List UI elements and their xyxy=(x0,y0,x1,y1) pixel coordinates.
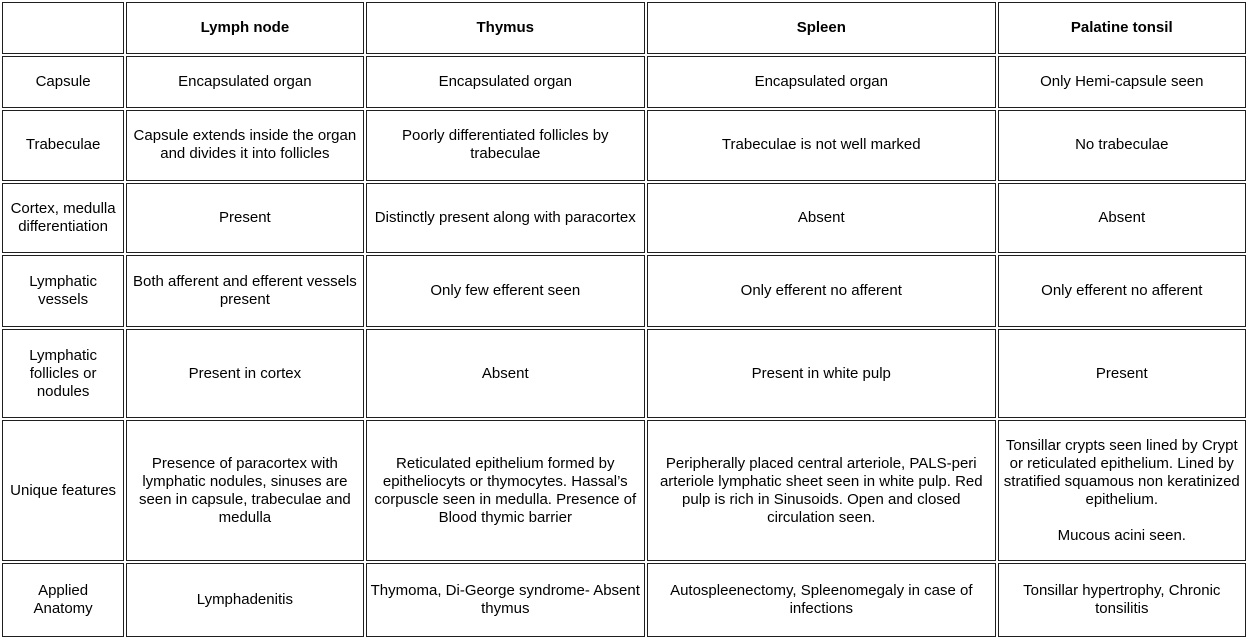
cell-lymph-node: Both afferent and efferent vessels present xyxy=(126,255,363,327)
row-unique-features xyxy=(2,420,1246,561)
cell-lymph-node: Present in cortex xyxy=(126,329,363,419)
cell-palatine-tonsil: Absent xyxy=(998,183,1246,253)
row-label: Lymphatic follicles or nodules xyxy=(2,329,124,419)
cell-spleen: Trabeculae is not well marked xyxy=(647,110,996,180)
cell-thymus: Encapsulated organ xyxy=(366,56,645,108)
header-spleen: Spleen xyxy=(647,2,996,54)
cell-lymph-node: Presence of paracortex with lymphatic nodules, sinuses are seen in capsule, trabeculae and medulla xyxy=(126,420,363,561)
cell-spleen: Peripherally placed central arteriole, PALS-peri arteriole lymphatic sheet seen in white pulp. Red pulp is rich in Sinusoids. Open and closed circulation seen. xyxy=(647,420,996,561)
cell-thymus: Distinctly present along with paracortex xyxy=(366,183,645,253)
cell-palatine-tonsil: Tonsillar hypertrophy, Chronic tonsilitis xyxy=(998,563,1246,637)
cell-thymus: Absent xyxy=(366,329,645,419)
cell-spleen: Encapsulated organ xyxy=(647,56,996,108)
cell-spleen: Only efferent no afferent xyxy=(647,255,996,327)
row-label: Trabeculae xyxy=(2,110,124,180)
cell-lymph-node: Lymphadenitis xyxy=(126,563,363,637)
header-thymus: Thymus xyxy=(366,2,645,54)
cell-palatine-tonsil: Only Hemi-capsule seen xyxy=(998,56,1246,108)
cell-lymph-node: Present xyxy=(126,183,363,253)
row-capsule xyxy=(2,56,1246,108)
row-label: Capsule xyxy=(2,56,124,108)
row-lymphatic-vessels xyxy=(2,255,1246,327)
cell-thymus: Only few efferent seen xyxy=(366,255,645,327)
row-cortex-medulla xyxy=(2,183,1246,253)
cell-palatine-tonsil: No trabeculae xyxy=(998,110,1246,180)
cell-spleen: Autospleenectomy, Spleenomegaly in case of infections xyxy=(647,563,996,637)
row-label: Applied Anatomy xyxy=(2,563,124,637)
cell-lymph-node: Capsule extends inside the organ and divides it into follicles xyxy=(126,110,363,180)
row-label: Unique features xyxy=(2,420,124,561)
row-label: Cortex, medulla differentiation xyxy=(2,183,124,253)
row-applied-anatomy xyxy=(2,563,1246,637)
cell-lymph-node: Encapsulated organ xyxy=(126,56,363,108)
cell-spleen: Absent xyxy=(647,183,996,253)
cell-palatine-tonsil: Present xyxy=(998,329,1246,419)
cell-thymus: Poorly differentiated follicles by trabeculae xyxy=(366,110,645,180)
cell-palatine-tonsil: Only efferent no afferent xyxy=(998,255,1246,327)
header-palatine-tonsil: Palatine tonsil xyxy=(998,2,1246,54)
cell-thymus: Thymoma, Di-George syndrome- Absent thymus xyxy=(366,563,645,637)
header-lymph-node: Lymph node xyxy=(126,2,363,54)
cell-spleen: Present in white pulp xyxy=(647,329,996,419)
header-row xyxy=(2,2,1246,54)
row-trabeculae xyxy=(2,110,1246,180)
header-corner xyxy=(2,2,124,54)
cell-thymus: Reticulated epithelium formed by epitheliocyts or thymocytes. Hassal’s corpuscle seen in medulla. Presence of Blood thymic barrier xyxy=(366,420,645,561)
cell-palatine-tonsil: Tonsillar crypts seen lined by Crypt or reticulated epithelium. Lined by stratified squamous non keratinized epithelium. Mucous acini seen. xyxy=(998,420,1246,561)
row-label: Lymphatic vessels xyxy=(2,255,124,327)
row-lymphatic-follicles xyxy=(2,329,1246,419)
